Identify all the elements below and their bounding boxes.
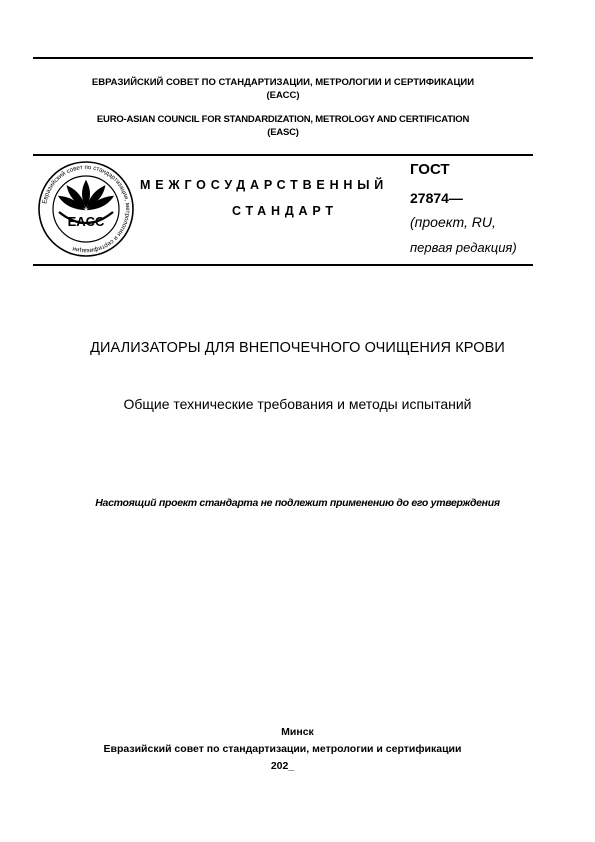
publication-year: 202_ [270, 760, 295, 772]
interstate-label: МЕЖГОСУДАРСТВЕННЫЙ [140, 178, 389, 192]
council-name-ru [33, 76, 533, 102]
publisher-name: Евразийский совет по стандартизации, метрологии и сертификации [103, 743, 462, 755]
council-name-en-line1: EURO-ASIAN COUNCIL FOR STANDARDIZATION, METROLOGY AND CERTIFICATION [96, 114, 470, 125]
easc-emblem-icon [37, 160, 135, 258]
council-abbr-en: (EASC) [267, 127, 299, 138]
council-name-ru-line1: ЕВРАЗИЙСКИЙ СОВЕТ ПО СТАНДАРТИЗАЦИИ, МЕТРОЛОГИИ И СЕРТИФИКАЦИИ [91, 77, 475, 88]
edition-status: первая редакция) [410, 240, 517, 255]
document-title: ДИАЛИЗАТОРЫ ДЛЯ ВНЕПОЧЕЧНОГО ОЧИЩЕНИЯ КРОВИ [90, 340, 505, 356]
publication-city: Минск [281, 726, 314, 738]
council-abbr-ru: (ЕАСС) [266, 90, 300, 101]
logo-text: EACC [67, 214, 105, 229]
header-middle-rule [33, 154, 533, 156]
gost-label: ГОСТ [410, 161, 450, 178]
logo-ring-text: Евразийский совет по стандартизации, метрологии и сертификации [41, 163, 132, 255]
svg-text:Евразийский совет по стандарти [41, 164, 131, 254]
gost-number: 27874— [410, 190, 463, 206]
council-name-en [33, 113, 533, 139]
header-top-rule [33, 57, 533, 59]
standard-label: СТАНДАРТ [232, 204, 338, 218]
draft-status: (проект, RU, [410, 214, 496, 230]
header-bottom-rule [33, 264, 533, 266]
easc-logo [37, 160, 135, 258]
document-subtitle: Общие технические требования и методы испытаний [123, 396, 472, 412]
draft-notice: Настоящий проект стандарта не подлежит применению до его утверждения [95, 497, 500, 509]
